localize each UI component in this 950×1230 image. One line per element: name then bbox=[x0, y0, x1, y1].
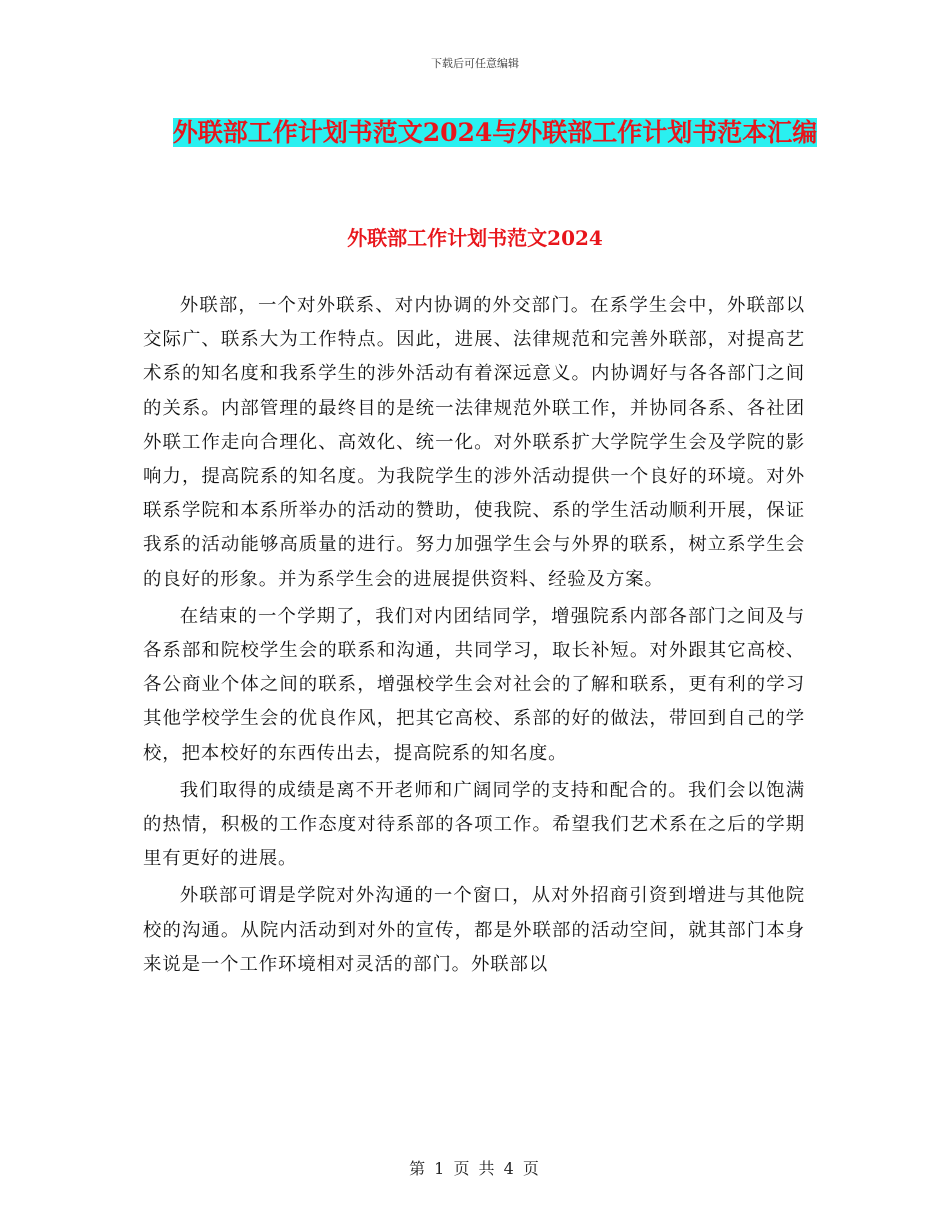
paragraph: 在结束的一个学期了，我们对内团结同学，增强院系内部各部门之间及与各系部和院校学生会的联系和沟通，共同学习，取长补短。对外跟其它高校、各公商业个体之间的联系，增强校学生会对社会的了解和联系，更有利的学习其他学校学生会的优良作风，把其它高校、系部的好的做法，带回到自己的学校，把本校好的东西传出去，提高院系的知名度。 bbox=[143, 605, 805, 764]
document-body bbox=[143, 289, 805, 985]
paragraph: 外联部可谓是学院对外沟通的一个窗口，从对外招商引资到增进与其他院校的沟通。从院内活动到对外的宣传，都是外联部的活动空间，就其部门本身来说是一个工作环境相对灵活的部门。外联部以 bbox=[143, 885, 805, 975]
paragraph: 我们取得的成绩是离不开老师和广阔同学的支持和配合的。我们会以饱满的热情，积极的工作态度对待系部的各项工作。希望我们艺术系在之后的学期里有更好的进展。 bbox=[143, 779, 805, 870]
paragraph: 外联部，一个对外联系、对内协调的外交部门。在系学生会中，外联部以交际广、联系大为工作特点。因此，进展、法律规范和完善外联部，对提高艺术系的知名度和我系学生的涉外活动有着深远意义。内协调好与各各部门之间的关系。内部管理的最终目的是统一法律规范外联工作，并协同各系、各社团外联工作走向合理化、高效化、统一化。对外联系扩大学院学生会及学院的影响力，提高院系的知名度。为我院学生的涉外活动提供一个良好的环境。对外联系学院和本系所举办的活动的赞助，使我院、系的学生活动顺利开展，保证我系的活动能够高质量的进行。努力加强学生会与外界的联系，树立系学生会的良好的形象。并为系学生会的进展提供资料、经验及方案。 bbox=[143, 295, 805, 590]
document-title bbox=[100, 110, 890, 155]
header-note: 下载后可任意编辑 bbox=[431, 57, 519, 70]
section-title: 外联部工作计划书范文2024 bbox=[347, 226, 603, 250]
document-title-text: 外联部工作计划书范文2024与外联部工作计划书范本汇编 bbox=[172, 118, 818, 147]
page-footer: 第 1 页 共 4 页 bbox=[409, 1159, 541, 1178]
